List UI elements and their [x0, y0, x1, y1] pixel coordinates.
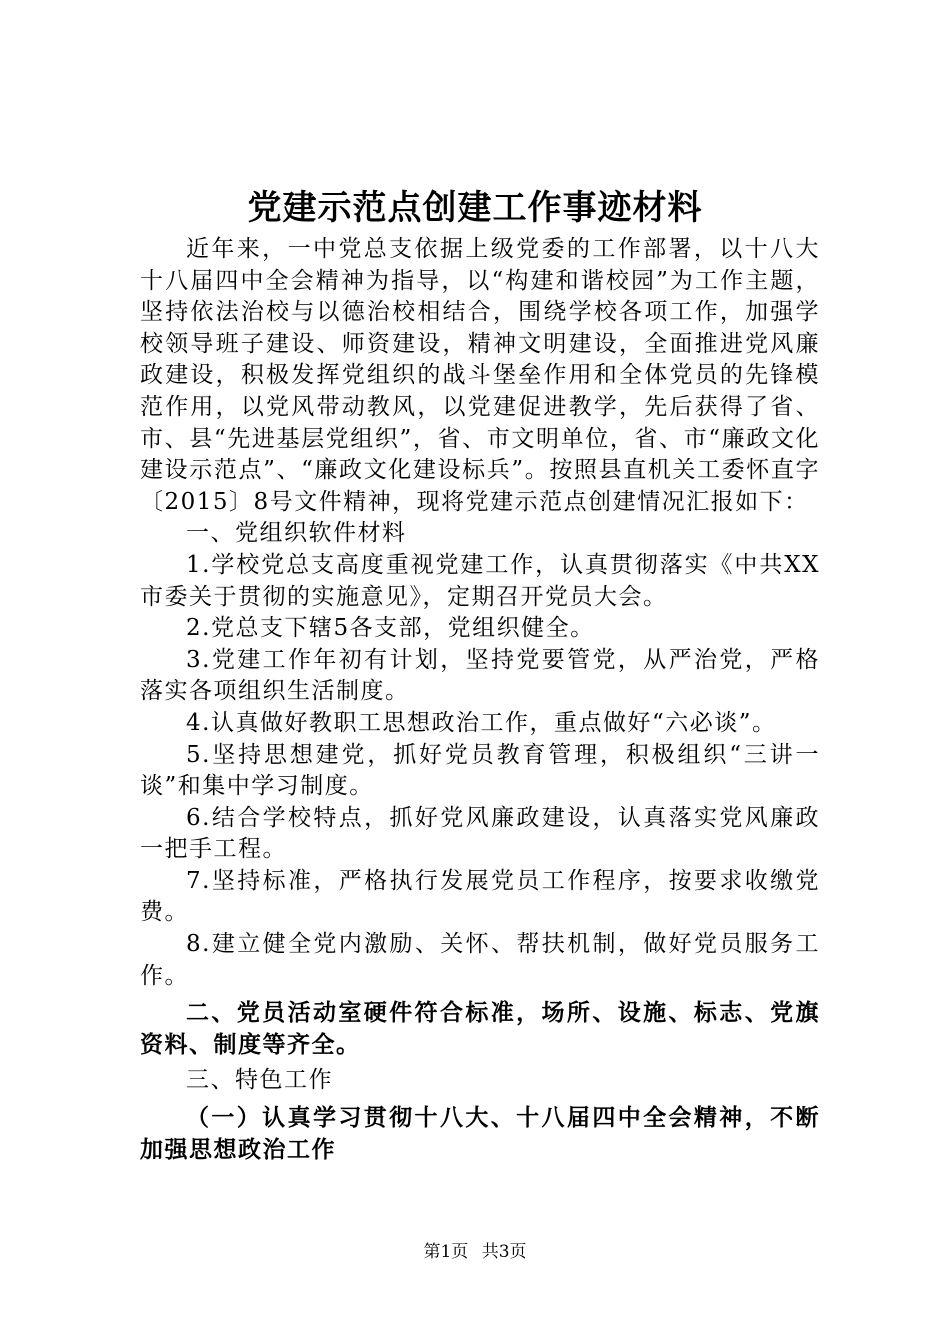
section-heading-2: 二、党员活动室硬件符合标准，场所、设施、标志、党旗资料、制度等齐全。	[140, 1000, 820, 1058]
list-item: 3.党建工作年初有计划，坚持党要管党，从严治党，严格落实各项组织生活制度。	[140, 646, 820, 705]
page-total: 共3页	[481, 1242, 527, 1262]
subsection-heading-1: （一）认真学习贯彻十八大、十八届四中全会精神，不断加强思想政治工作	[140, 1105, 820, 1163]
document-body	[140, 234, 820, 1166]
list-item: 2.党总支下辖5各支部，党组织健全。	[186, 615, 595, 642]
document-title: 党建示范点创建工作事迹材料	[247, 188, 703, 228]
section-heading-1: 一、党组织软件材料	[186, 520, 407, 547]
list-item: 5.坚持思想建党，抓好党员教育管理，积极组织“三讲一谈”和集中学习制度。	[140, 741, 820, 800]
list-item: 1.学校党总支高度重视党建工作，认真贯彻落实《中共XX市委关于贯彻的实施意见》，定期召开党员大会。	[140, 551, 820, 610]
list-item: 4.认真做好教职工思想政治工作，重点做好“六必谈”。	[186, 709, 777, 736]
section-heading-3: 三、特色工作	[186, 1067, 333, 1094]
page-footer	[0, 1240, 950, 1264]
list-item: 8.建立健全党内激励、关怀、帮扶机制，做好党员服务工作。	[140, 931, 820, 989]
intro-paragraph: 近年来，一中党总支依据上级党委的工作部署，以十八大十八届四中全会精神为指导，以“构建和谐校园”为工作主题，坚持依法治校与以德治校相结合，围绕学校各项工作，加强学校领导班子建设、师资建设，精神文明建设，全面推进党风廉政建设，积极发挥党组织的战斗堡垒作用和全体党员的先锋模范作用，以党风带动教风，以党建促进教学，先后获得了省、市、县“先进基层党组织”，省、市文明单位，省、市“廉政文化建设示范点”、“廉政文化建设标兵”。按照县直机关工委怀直字〔2015〕8号文件精神，现将党建示范点创建情况汇报如下：	[140, 236, 820, 515]
page-number: 第1页	[423, 1242, 469, 1262]
list-item: 6.结合学校特点，抓好党风廉政建设，认真落实党风廉政一把手工程。	[140, 804, 820, 863]
list-item: 7.坚持标准，严格执行发展党员工作程序，按要求收缴党费。	[140, 867, 820, 926]
